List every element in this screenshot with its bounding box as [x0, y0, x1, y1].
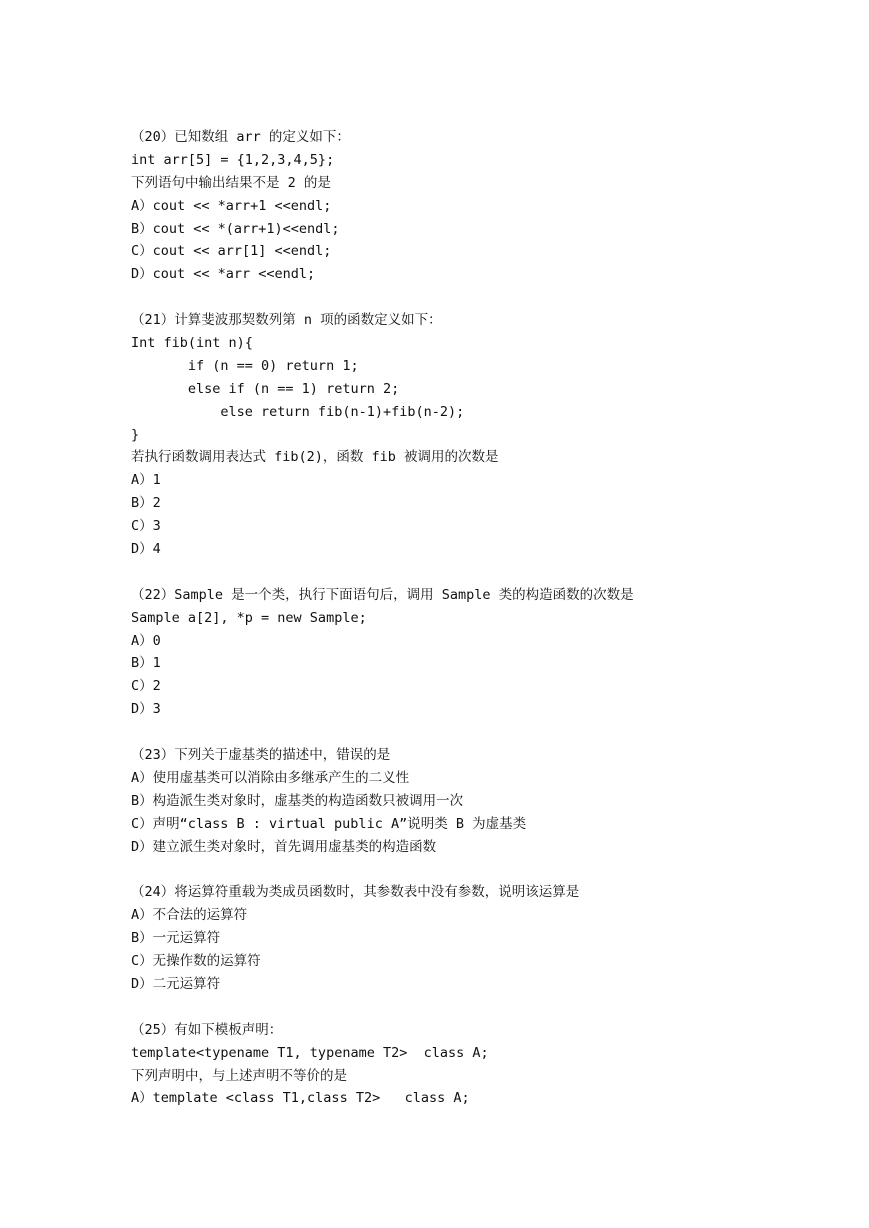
question-prompt: 下列声明中，与上述声明不等价的是: [131, 1067, 347, 1084]
question-stem: （22）Sample 是一个类，执行下面语句后，调用 Sample 类的构造函数的次数是: [131, 586, 634, 603]
option-d: D）3: [131, 701, 161, 718]
code-line: else if (n == 1) return 2;: [131, 380, 400, 397]
question-prompt: 下列语句中输出结果不是 2 的是: [131, 174, 331, 191]
question-25: [131, 1019, 851, 1111]
option-d: D）二元运算符: [131, 975, 221, 992]
question-24: [131, 881, 851, 995]
question-stem: （24）将运算符重载为类成员函数时，其参数表中没有参数，说明该运算是: [131, 884, 580, 901]
question-stem: （20）已知数组 arr 的定义如下：: [131, 129, 350, 145]
option-c: C）3: [131, 518, 161, 535]
option-b: B）构造派生类对象时，虚基类的构造函数只被调用一次: [131, 792, 464, 809]
question-23: [131, 744, 851, 858]
option-b: B）一元运算符: [131, 930, 221, 947]
option-d: D）cout << *arr <<endl;: [131, 266, 316, 283]
code-line: Int fib(int n){: [131, 335, 253, 352]
question-stem: （21）计算斐波那契数列第 n 项的函数定义如下：: [131, 312, 442, 329]
option-c: C）cout << arr[1] <<endl;: [131, 243, 332, 260]
question-20: [131, 126, 851, 286]
option-a: A）0: [131, 632, 161, 649]
option-a: A）不合法的运算符: [131, 907, 248, 924]
code-line: else return fib(n-1)+fib(n-2);: [131, 403, 465, 420]
question-22: [131, 584, 851, 721]
question-stem: （25）有如下模板声明：: [131, 1021, 283, 1038]
question-21: [131, 309, 851, 561]
code-line: if (n == 0) return 1;: [131, 357, 359, 374]
option-b: B）cout << *(arr+1)<<endl;: [131, 220, 340, 237]
option-b: B）2: [131, 495, 161, 512]
option-c: C）无操作数的运算符: [131, 953, 261, 970]
option-a: A）cout << *arr+1 <<endl;: [131, 197, 332, 214]
document-page: [131, 126, 851, 1133]
option-b: B）1: [131, 655, 161, 672]
option-d: D）4: [131, 541, 161, 558]
option-a: A）1: [131, 472, 161, 489]
code-line: template<typename T1, typename T2> class A;: [131, 1044, 489, 1061]
question-prompt: 若执行函数调用表达式 fib(2)，函数 fib 被调用的次数是: [131, 449, 499, 466]
code-line: Sample a[2], *p = new Sample;: [131, 609, 367, 626]
option-c: C）声明“class B : virtual public A”说明类 B 为虚基类: [131, 815, 527, 832]
option-c: C）2: [131, 678, 161, 695]
option-a: A）使用虚基类可以消除由多继承产生的二义性: [131, 769, 410, 786]
question-stem: （23）下列关于虚基类的描述中，错误的是: [131, 747, 391, 764]
option-a: A）template <class T1,class T2> class A;: [131, 1090, 470, 1107]
option-d: D）建立派生类对象时，首先调用虚基类的构造函数: [131, 838, 437, 855]
code-line: int arr[5] = {1,2,3,4,5};: [131, 151, 335, 168]
code-line: }: [131, 426, 140, 443]
